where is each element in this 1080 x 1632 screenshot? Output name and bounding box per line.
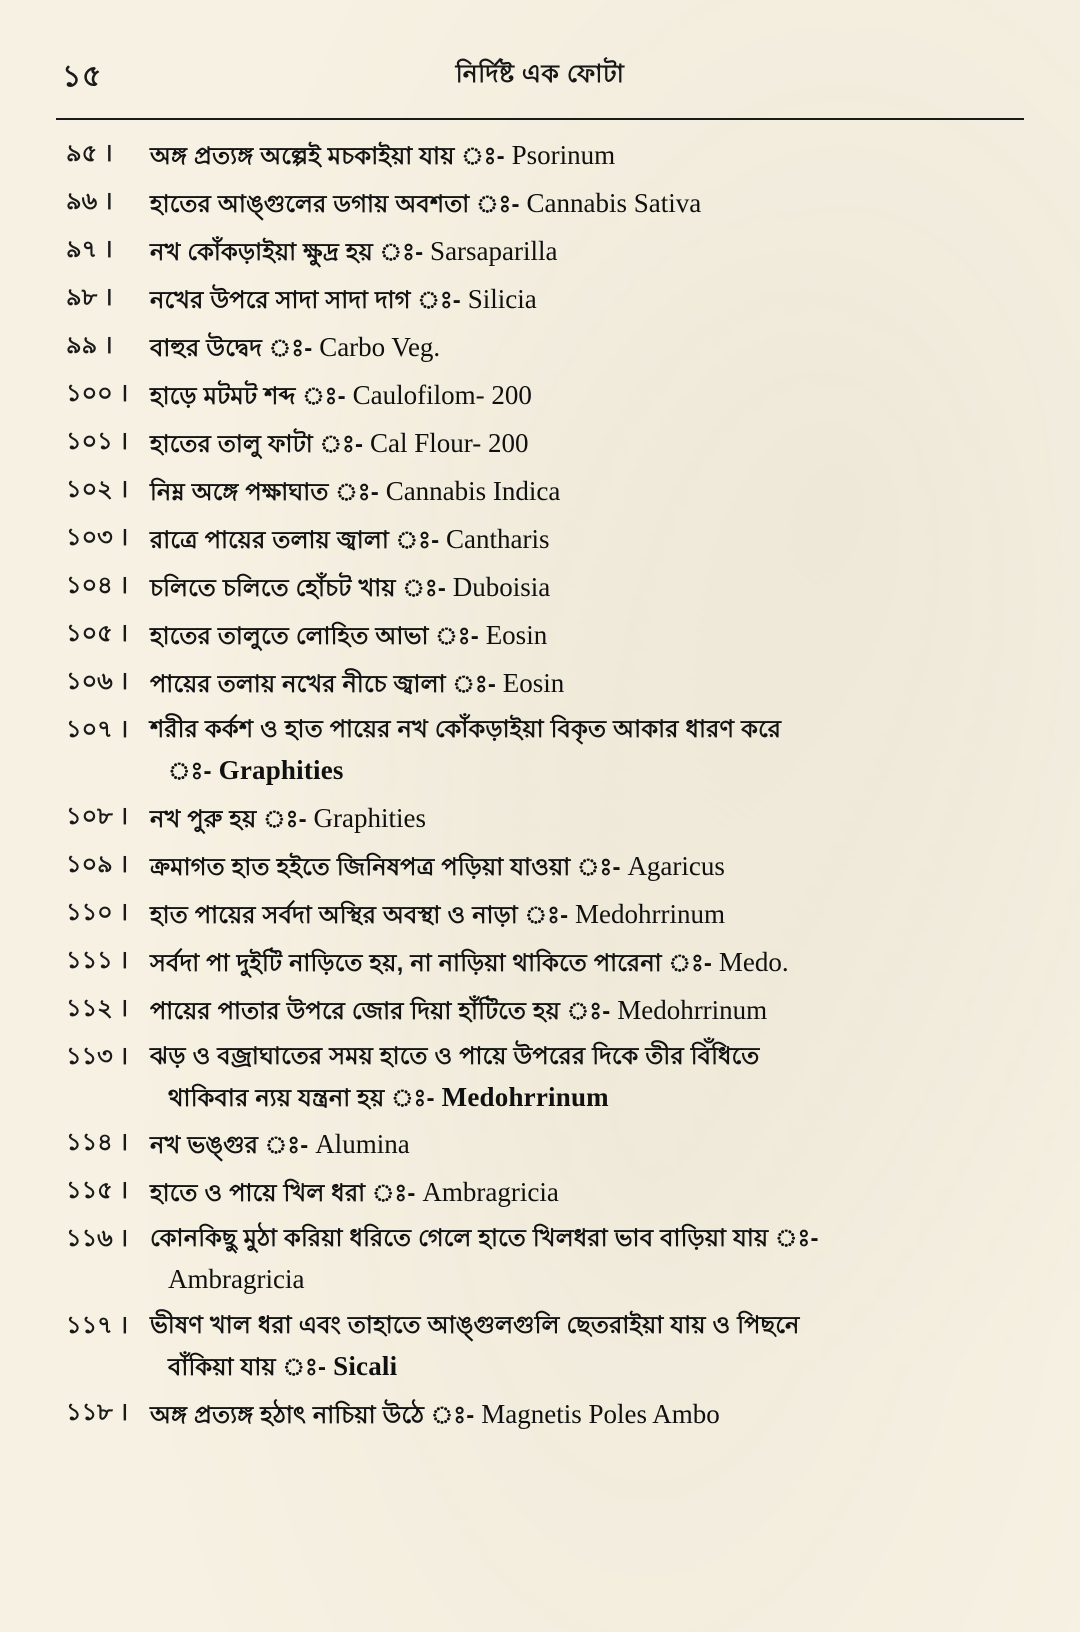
entry-body xyxy=(150,234,1018,269)
entry-symptom-bengali: অঙ্গ প্রত্যঙ্গ অল্পেই মচকাইয়া যায় ঃ- xyxy=(150,143,505,170)
entry-number: ১১৩ । xyxy=(66,1042,129,1070)
list-item xyxy=(66,1041,1018,1115)
entry-remedy-name: Magnetis Poles Ambo xyxy=(474,1398,720,1429)
entry-number: ১০১ । xyxy=(66,428,129,455)
entry-body xyxy=(150,714,1018,788)
entry-symptom-bengali: শরীর কর্কশ ও হাত পায়ের নখ কোঁকড়াইয়া বিকৃত আকার ধারণ করে xyxy=(150,716,782,743)
entry-number: ১১২ । xyxy=(66,994,129,1022)
entry-number: ১০৯ । xyxy=(66,850,129,878)
entry-remedy-name: Caulofilom- 200 xyxy=(345,380,532,410)
entry-number: ৯৮ । xyxy=(66,284,113,311)
list-item xyxy=(66,426,1018,461)
entry-number: ১১৬ । xyxy=(66,1225,129,1253)
entry-number: ৯৯ । xyxy=(66,332,113,359)
entry-number: ১০৭ । xyxy=(66,716,129,743)
entry-number: ১০৮ । xyxy=(66,802,129,830)
entry-symptom-continuation: থাকিবার ন্যয় যন্ত্রনা হয় ঃ- Medohrrinum xyxy=(168,1081,609,1112)
entry-symptom-bengali: কোনকিছু মুঠা করিয়া ধরিতে গেলে হাতে খিলধরা ভাব বাড়িয়া যায় ঃ- xyxy=(150,1225,819,1253)
list-item xyxy=(66,666,1018,701)
entry-body xyxy=(150,666,1018,701)
entry-number: ৯৬ । xyxy=(66,188,113,215)
list-item xyxy=(66,801,1018,836)
entry-remedy-name: Medohrrinum xyxy=(610,994,768,1025)
entry-number: ১০২ । xyxy=(66,476,129,503)
entry-symptom-bengali: অঙ্গ প্রত্যঙ্গ হঠাৎ নাচিয়া উঠে ঃ- xyxy=(150,1401,475,1429)
list-item xyxy=(66,1310,1018,1384)
entry-body xyxy=(150,138,1018,173)
list-item xyxy=(66,714,1018,788)
entry-remedy-name: Medohrrinum xyxy=(568,898,726,929)
entry-symptom-bengali: ক্রমাগত হাত হইতে জিনিষপত্র পড়িয়া যাওয়া ঃ- xyxy=(150,853,621,881)
entry-symptom-bengali: হাড়ে মটমট শব্দ ঃ- xyxy=(150,383,346,410)
entry-body xyxy=(150,849,1018,884)
entry-remedy-name: Psorinum xyxy=(504,140,616,170)
list-item xyxy=(66,1175,1018,1210)
entry-number: ১১৭ । xyxy=(66,1311,129,1339)
entry-symptom-bengali: হাতের তালু ফাটা ঃ- xyxy=(150,431,364,458)
entry-number: ৯৭ । xyxy=(66,236,113,263)
entry-number: ১১০ । xyxy=(66,898,129,926)
list-item xyxy=(66,474,1018,509)
list-item xyxy=(66,378,1018,413)
entry-remedy-name: Cannabis Sativa xyxy=(519,188,702,218)
entry-body xyxy=(150,570,1018,605)
remedy-list xyxy=(66,138,1018,1432)
entry-symptom-bengali: নখের উপরে সাদা সাদা দাগ ঃ- xyxy=(150,287,462,314)
entry-symptom-bengali: নখ পুরু হয় ঃ- xyxy=(150,805,307,833)
entry-number: ১০৬ । xyxy=(66,668,129,695)
list-item xyxy=(66,993,1018,1028)
entry-symptom-bengali: পায়ের তলায় নখের নীচে জ্বালা ঃ- xyxy=(150,671,497,698)
entry-body xyxy=(150,282,1018,317)
entry-remedy-name: Silicia xyxy=(461,284,537,314)
entry-remedy-name: Cal Flour- 200 xyxy=(363,428,529,458)
entry-body xyxy=(150,186,1018,221)
entry-symptom-bengali: হাত পায়ের সর্বদা অস্থির অবস্থা ও নাড়া ঃ- xyxy=(150,901,569,929)
entry-remedy-name: Eosin xyxy=(496,668,565,698)
entry-body xyxy=(150,1127,1018,1162)
entry-remedy-name: Duboisia xyxy=(446,572,551,602)
entry-body xyxy=(150,426,1018,461)
list-item xyxy=(66,522,1018,557)
entry-body xyxy=(150,330,1018,365)
entry-remedy-name: Eosin xyxy=(478,620,548,650)
list-item xyxy=(66,186,1018,221)
entry-body xyxy=(150,1397,1018,1432)
entry-symptom-bengali: চলিতে চলিতে হোঁচট খায় ঃ- xyxy=(150,575,447,602)
list-item xyxy=(66,330,1018,365)
entry-body xyxy=(150,378,1018,413)
entry-body xyxy=(150,945,1018,980)
list-item xyxy=(66,849,1018,884)
page-title: নির্দিষ্ট এক ফোটা xyxy=(455,60,625,88)
entry-number: ১১৫ । xyxy=(66,1177,128,1205)
list-item xyxy=(66,1223,1018,1297)
entry-remedy-name: Cannabis Indica xyxy=(378,476,561,506)
entry-body xyxy=(150,801,1018,836)
entry-symptom-bengali: পায়ের পাতার উপরে জোর দিয়া হাঁটিতে হয় ঃ- xyxy=(150,997,611,1025)
list-item xyxy=(66,138,1018,173)
entry-number: ১০৪ । xyxy=(66,572,129,599)
entry-symptom-continuation: ঃ- Graphities xyxy=(168,755,344,785)
list-item xyxy=(66,570,1018,605)
entry-remedy-name: Medohrrinum xyxy=(434,1081,609,1112)
entry-body xyxy=(150,1041,1018,1115)
entry-body xyxy=(150,1175,1018,1210)
entry-symptom-bengali: ঝড় ও বজ্রাঘাতের সময় হাতে ও পায়ে উপরের দিকে তীর বিঁধিতে xyxy=(150,1042,760,1070)
entry-symptom-bengali: ভীষণ খাল ধরা এবং তাহাতে আঙ্গুলগুলি ছেতরাইয়া যায় ও পিছনে xyxy=(150,1311,800,1339)
list-item xyxy=(66,234,1018,269)
entry-number: ১০৩ । xyxy=(66,524,129,551)
entry-symptom-bengali: হাতে ও পায়ে খিল ধরা ঃ- xyxy=(150,1180,416,1208)
page-header xyxy=(58,44,1022,112)
entry-remedy-name: Ambragricia xyxy=(168,1264,305,1295)
entry-number: ১১১ । xyxy=(66,946,128,974)
list-item xyxy=(66,1127,1018,1162)
entry-body xyxy=(150,474,1018,509)
entry-body xyxy=(150,618,1018,653)
list-item xyxy=(66,945,1018,980)
entry-body xyxy=(150,1310,1018,1384)
entry-number: ১১৪ । xyxy=(66,1129,128,1157)
entry-number: ১০০ । xyxy=(66,380,129,407)
entry-remedy-name: Ambragricia xyxy=(415,1177,559,1208)
entry-body xyxy=(150,993,1018,1028)
entry-remedy-name: Agaricus xyxy=(620,850,725,881)
entry-body xyxy=(150,897,1018,932)
entry-symptom-bengali: হাতের তালুতে লোহিত আভা ঃ- xyxy=(150,623,479,650)
entry-number: ১০৫ । xyxy=(66,620,129,647)
entry-remedy-name: Medo. xyxy=(712,946,789,977)
entry-body xyxy=(150,522,1018,557)
entry-number: ৯৫ । xyxy=(66,140,113,167)
entry-symptom-bengali: নিম্ন অঙ্গে পক্ষাঘাত ঃ- xyxy=(150,479,379,506)
entry-remedy-name: Sicali xyxy=(326,1350,398,1381)
entry-symptom-continuation: বাঁকিয়া যায় ঃ- Sicali xyxy=(168,1350,398,1381)
entry-remedy-name: Graphities xyxy=(306,802,427,833)
list-item xyxy=(66,897,1018,932)
entry-body xyxy=(150,1223,1018,1297)
entry-symptom-bengali: হাতের আঙ্গুলের ডগায় অবশতা ঃ- xyxy=(150,191,520,218)
list-item xyxy=(66,1397,1018,1432)
entry-symptom-bengali: রাত্রে পায়ের তলায় জ্বালা ঃ- xyxy=(150,527,440,554)
entry-number: ১১৮ । xyxy=(66,1398,128,1426)
entry-symptom-bengali: নখ কোঁকড়াইয়া ক্ষুদ্র হয় ঃ- xyxy=(150,239,424,266)
entry-remedy-name: Graphities xyxy=(211,755,344,785)
header-divider xyxy=(56,118,1024,120)
entry-symptom-bengali: বাহুর উদ্বেদ ঃ- xyxy=(150,335,313,362)
list-item xyxy=(66,282,1018,317)
page-number: ১৫ xyxy=(62,60,102,93)
entry-remedy-name: Carbo Veg. xyxy=(312,332,441,362)
list-item xyxy=(66,618,1018,653)
entry-remedy-name: Sarsaparilla xyxy=(423,236,558,266)
entry-remedy-name: Cantharis xyxy=(439,524,550,554)
entry-symptom-bengali: সর্বদা পা দুইটি নাড়িতে হয়, না নাড়িয়া থাকিতে পারেনা ঃ- xyxy=(150,949,713,977)
entry-symptom-bengali: নখ ভঙ্গুর ঃ- xyxy=(150,1132,309,1160)
entry-remedy-name: Alumina xyxy=(308,1129,410,1160)
